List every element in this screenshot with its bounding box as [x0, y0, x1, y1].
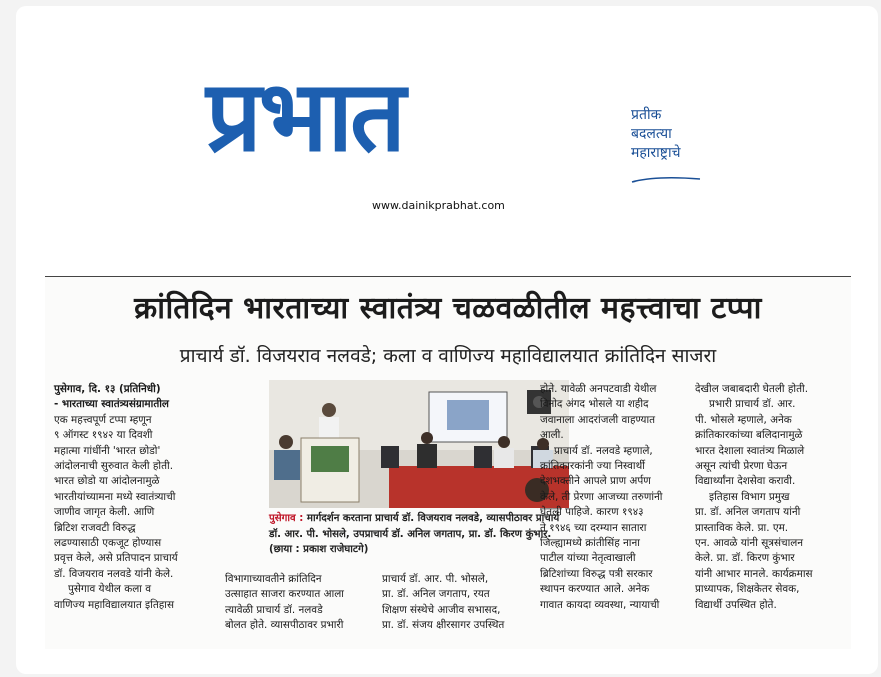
article-subheadline: प्राचार्य डॉ. विजयराव नलवडे; कला व वाणिज्य महाविद्यालयात क्रांतिदिन साजरा: [179, 345, 717, 367]
col4-line: ते १९४६ च्या दरम्यान सातारा: [540, 521, 647, 534]
col2-line: त्यावेळी प्राचार्य डॉ. नलवडे: [225, 603, 323, 616]
col5-line: एन. आवळे यांनी सूत्रसंचालन: [695, 537, 804, 550]
col5-line: भारत देशाला स्वातंत्र्य मिळाले: [695, 444, 805, 457]
col5-line: केले. प्रा. डॉ. किरण कुंभार: [695, 552, 795, 565]
article-column-3: [382, 572, 542, 634]
col1-line: ९ ऑगस्ट १९४२ या दिवशी: [54, 429, 153, 442]
col2-line: विभागाच्यावतीने क्रांतिदिन: [225, 573, 322, 585]
col1-line: ब्रिटिश राजवटी विरुद्ध: [54, 521, 136, 534]
caption-place: पुसेगाव :: [269, 513, 304, 524]
tagline-line-3: महाराष्ट्राचे: [631, 145, 681, 161]
col5-line: पी. भोसले म्हणाले, अनेक: [695, 413, 792, 426]
event-photo-illustration: [269, 380, 569, 508]
col3-line: शिक्षण संस्थेचे आजीव सभासद,: [382, 603, 501, 616]
col5-line: यांनी आभार मानले. कार्यक्रमास: [695, 567, 813, 580]
col1-line: जाणीव जागृत केली. आणि: [54, 506, 155, 519]
col1-line: लढण्यासाठी एकजूट होण्यास: [54, 537, 162, 550]
col5-line: देखील जबाबदारी घेतली होती.: [695, 383, 809, 395]
col5-line: क्रांतिकारकांच्या बलिदानामुळे: [695, 429, 803, 442]
col1-line: पुसेगाव येथील कला व: [68, 583, 152, 596]
article-column-1: [54, 382, 224, 613]
col3-line: प्राचार्य डॉ. आर. पी. भोसले,: [382, 573, 489, 585]
news-clipping: [45, 276, 851, 649]
col4-line: आली.: [540, 429, 564, 442]
col4-line: केले, ती प्रेरणा आजच्या तरुणांनी: [540, 490, 663, 503]
col4-line: जवानाला आदरांजली वाहण्यात: [540, 413, 656, 426]
article-headline: क्रांतिदिन भारताच्या स्वातंत्र्य चळवळीतील महत्त्वाचा टप्पा: [134, 291, 762, 326]
col1-line: डॉ. विजयराव नलवडे यांनी केले.: [54, 567, 174, 580]
col4-line: पाटील यांच्या नेतृत्वाखाली: [540, 552, 636, 565]
col5-line: प्रा. डॉ. अनिल जगताप यांनी: [695, 506, 801, 519]
caption-text: मार्गदर्शन करताना प्राचार्य डॉ. विजयराव नलवडे, व्यासपीठावर प्राचार्य डॉ. आर. पी. भोसले, उपप्राचार्य डॉ. अनिल जगताप, प्रा. डॉ. किरण कुंभार. (छाया : प्रकाश राजेघाटगे): [269, 513, 560, 555]
website-url[interactable]: www.dainikprabhat.com: [372, 199, 505, 212]
col1-line: - भारताच्या स्वातंत्र्यसंग्रामातील: [54, 398, 169, 411]
col2-line: बोलत होते. व्यासपीठावर प्रभारी: [225, 619, 344, 632]
col4-line: घेतली पाहिजे. कारण १९४३: [540, 506, 644, 519]
col1-line: भारतीयांच्यामना मध्ये स्वातंत्र्याची: [54, 490, 176, 503]
col1-line: आंदोलनाची सुरुवात केली होती.: [54, 460, 173, 473]
col3-line: प्रा. डॉ. संजय क्षीरसागर उपस्थित: [382, 619, 505, 632]
col4-line: होते. यावेळी अनपटवाडी येथील: [540, 383, 657, 395]
col1-line: महात्मा गांधींनी 'भारत छोडो': [54, 444, 161, 457]
col1-line: प्रवृत्त केले, असे प्रतिपादन प्राचार्य: [54, 552, 178, 565]
tagline-line-2: बदलत्या: [631, 126, 672, 142]
col4-line: प्राचार्य डॉ. नलवडे म्हणाले,: [554, 444, 653, 457]
tagline-line-1: प्रतीक: [631, 107, 662, 123]
masthead-tagline: [631, 106, 680, 163]
col1-line: भारत छोडो या आंदोलनामुळे: [54, 475, 160, 488]
col3-line: प्रा. डॉ. अनिल जगताप, रयत: [382, 588, 490, 601]
col5-line: विद्यार्थी उपस्थित होते.: [695, 598, 777, 611]
col2-line: उत्साहात साजरा करण्यात आला: [225, 588, 344, 601]
article-column-4: [540, 382, 700, 613]
col5-line: विद्यार्थ्यांना देशसेवा करावी.: [695, 475, 796, 488]
col4-line: गावात कायदा व्यवस्था, न्यायाची: [540, 598, 660, 611]
tagline-swoosh-icon: [630, 176, 702, 184]
prabhat-logo: प्रभात: [206, 60, 403, 174]
article-dateline: पुसेगाव, दि. १३ (प्रतिनिधी): [54, 383, 161, 395]
article-column-5: [695, 382, 850, 613]
photo-caption: [269, 511, 569, 558]
col1-line: एक महत्त्वपूर्ण टप्पा म्हणून: [54, 413, 152, 426]
col4-line: क्रांतिकारकांनी ज्या निस्वार्थी: [540, 460, 645, 473]
col4-line: जिल्ह्यामध्ये क्रांतीसिंह नाना: [540, 537, 640, 550]
col5-line: असून त्यांची प्रेरणा घेऊन: [695, 460, 788, 473]
col5-line: प्राध्यापक, शिक्षकेतर सेवक,: [695, 583, 800, 596]
article-column-2: [225, 572, 385, 634]
col4-line: ब्रिटिशांच्या विरुद्ध पत्री सरकार: [540, 567, 653, 580]
col4-line: देशभक्तीने आपले प्राण अर्पण: [540, 475, 651, 488]
col5-line: प्रभारी प्राचार्य डॉ. आर.: [709, 398, 796, 411]
article-photo: [269, 380, 569, 508]
col4-line: विनोद अंगद भोसले या शहीद: [540, 398, 649, 411]
col5-line: प्रास्ताविक केले. प्रा. एम.: [695, 521, 789, 534]
col4-line: स्थापन करण्यात आले. अनेक: [540, 583, 650, 596]
col5-line: इतिहास विभाग प्रमुख: [709, 490, 790, 503]
col1-line: वाणिज्य महाविद्यालयात इतिहास: [54, 598, 175, 611]
